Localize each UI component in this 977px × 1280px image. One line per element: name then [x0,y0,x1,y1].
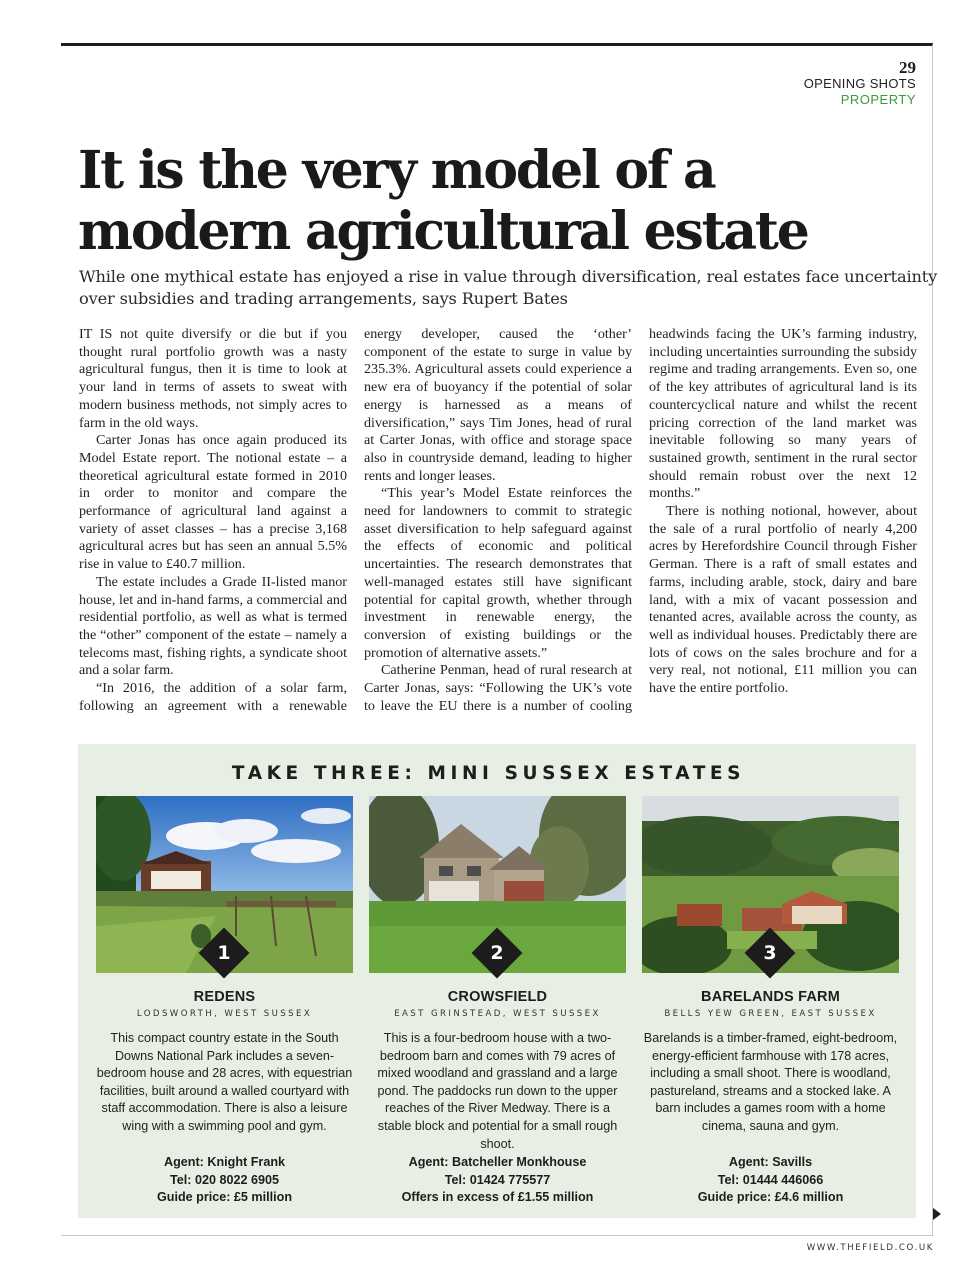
number-badge-1 [204,933,244,973]
estate-description: This compact country estate in the South Downs National Park includes a seven-bedroom house and 28 acres, with equestrian facilities, built around a walled courtyard with staff accommodation. There is also a leisure wing with a swimming pool and gym. [96,1031,353,1133]
article-paragraph: “In 2016, the addition of a solar farm, following an agreement with a renewable energy developer, caused the ‘other’ component of the estate to surge in value by 235.3%. Agricultural assets could experience a new era of buoyancy if the potential of solar energy is harnessed as a means of diversification,” says Tim Jones, head of rural at Carter Jonas, with office and storage space also in countryside demand, leading to higher rents and longer leases. [79,326,632,714]
estate-location: LODSWORTH, WEST SUSSEX [136,1009,313,1019]
article-paragraph: IT IS not quite diversify or die but if you thought rural portfolio growth was a nasty agricultural fungus, then it is time to look at your land in terms of assets to sweat with modern business methods, not simply acres to farm in the old ways. [79,326,347,431]
agent-tel: Tel: 01444 446066 [717,1172,824,1187]
article-paragraph: Catherine Penman, head of rural research at Carter Jonas, says: “Following the UK’s vote to leave the EU there is a number of cooling headwinds facing the UK’s farming industry, including uncertainties surrounding the subsidy regime and trading arrangements. Even so, one of the key attributes of agricultural land is its countercyclical nature and whilst the recent pricing correction of the land market was inevitable following so many years of sustained growth, sentiment in the rural sector should remain robust over the next 12 months.” [364,326,917,714]
number-badge-3 [750,933,790,973]
estate-name: BARELANDS FARM [701,989,840,1005]
estate-agent-details [642,1154,899,1207]
agent-name: Agent: Savills [728,1155,813,1169]
subsection-label: PROPERTY [840,92,916,107]
estate-description: This is a four-bedroom house with a two-bedroom barn and comes with 79 acres of mixed woodland and grassland and a large pond. The paddocks run down to the upper reaches of the River Medway. There is a stable block and potential for a small rough shoot. [377,1031,618,1151]
page-number: 29 [899,58,916,77]
article-paragraph: Carter Jonas has once again produced its Model Estate report. The notional estate – a theoretical agricultural estate formed in 2010 in order to monitor and compare the performance of agricultural land against a variety of asset classes – has a precise 3,168 agricultural acres but has seen an annual 5.5% rise in value to £40.7 million. [79,432,347,573]
number-badge-2 [477,933,517,973]
guide-price: Guide price: £5 million [156,1190,293,1205]
agent-name: Agent: Knight Frank [163,1155,286,1169]
next-page-arrow-icon[interactable] [932,1207,942,1221]
estate-name: CROWSFIELD [447,989,548,1005]
badge-number: 2 [490,942,504,964]
badge-number: 3 [763,942,777,964]
estate-location: BELLS YEW GREEN, EAST SUSSEX [664,1009,877,1019]
article-paragraph: The estate includes a Grade II-listed manor house, let and in-hand farms, a commercial and residential portfolio, as well as what is termed the “other” component of the estate – namely a telecoms mast, fishing rights, a syndicate shoot and a solar farm. [79,573,347,679]
badge-number: 1 [217,942,231,964]
website-url: WWW.THEFIELD.CO.UK [806,1243,934,1253]
article-paragraph: “This year’s Model Estate reinforces the need for landowners to commit to strategic asset diversification to help safeguard against the effects of economic and political uncertainties. The research demonstrates that well-managed estates still have significant potential for capital growth, whether through investment in renewable energy, the conversion of existing buildings or the promotion of alternative assets.” [364,485,632,661]
estate-name: REDENS [193,989,256,1005]
guide-price: Guide price: £4.6 million [697,1190,844,1205]
agent-tel: Tel: 01424 775577 [444,1172,551,1187]
guide-price: Offers in excess of £1.55 million [401,1190,594,1205]
sidebar-title: TAKE THREE: MINI SUSSEX ESTATES [231,763,746,784]
section-label: OPENING SHOTS [803,76,916,91]
estate-description: Barelands is a timber-framed, eight-bedroom, energy-efficient farmhouse with 178 acres, including a small shoot. There is woodland, pastureland, streams and a stocked lake. A barn includes a games room with a home cinema, sauna and gym. [643,1031,898,1133]
article-body [79,326,917,718]
folio [804,60,916,108]
agent-tel: Tel: 020 8022 6905 [170,1172,279,1187]
estate-agent-details [369,1154,626,1207]
estate-agent-details [96,1154,353,1207]
estate-location: EAST GRINSTEAD, WEST SUSSEX [394,1009,601,1019]
headline: It is the very model of a modern agricultural estate [78,140,808,262]
standfirst: While one mythical estate has enjoyed a rise in value through diversification, real estates face uncertainty over subsidies and trading arrangements, says Rupert Bates [79,267,938,308]
article-paragraph: There is nothing notional, however, about the sale of a rural portfolio of nearly 4,200 acres by Herefordshire Council through Fisher German. There is a raft of small estates and farms, including arable, stock, dairy and bare land, with a mix of vacant possession and tenanted acres, available across the county, as well as individual houses. Predictably there are lots of cows on the sales brochure and for a very real, not notional, £11 million you can have the entire portfolio. [649,503,917,697]
agent-name: Agent: Batcheller Monkhouse [408,1155,587,1169]
